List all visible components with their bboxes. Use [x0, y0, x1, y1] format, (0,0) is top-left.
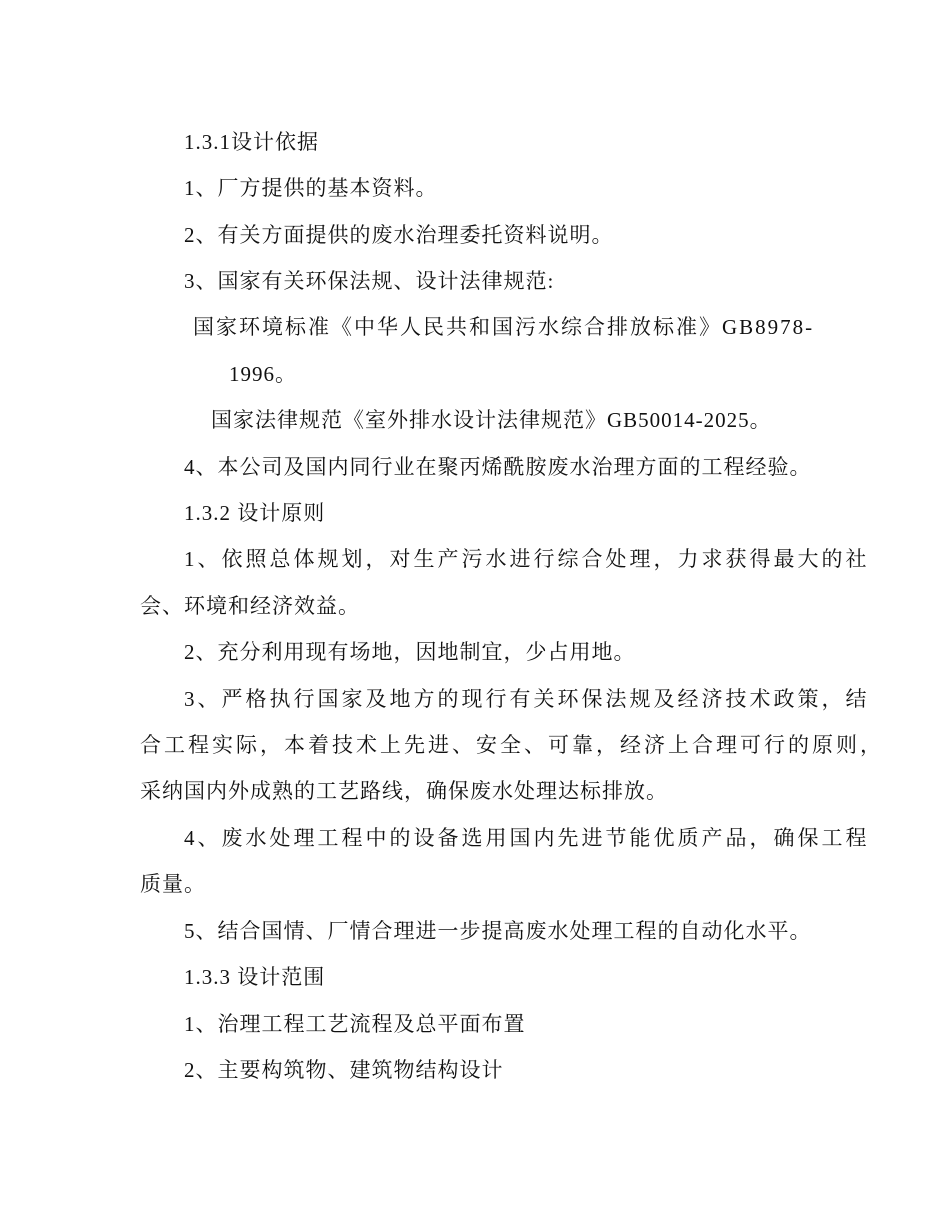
paragraph-line: 4、废水处理工程中的设备选用国内先进节能优质产品，确保工程 — [184, 826, 870, 850]
paragraph-line: 1、依照总体规划，对生产污水进行综合处理，力求获得最大的社 — [184, 547, 870, 571]
list-item: 4、本公司及国内同行业在聚丙烯酰胺废水治理方面的工程经验。 — [184, 455, 812, 479]
section-heading-design-scope: 1.3.3 设计范围 — [184, 965, 326, 989]
list-item: 1、治理工程工艺流程及总平面布置 — [184, 1012, 526, 1036]
standard-reference: 国家环境标准《中华人民共和国污水综合排放标准》GB8978- — [193, 315, 815, 339]
standard-reference: 国家法律规范《室外排水设计法律规范》GB50014-2025。 — [211, 408, 772, 432]
list-item: 3、国家有关环保法规、设计法律规范: — [184, 269, 555, 293]
list-item: 1、厂方提供的基本资料。 — [184, 176, 438, 200]
list-item: 2、主要构筑物、建筑物结构设计 — [184, 1058, 504, 1082]
standard-reference-continued: 1996。 — [229, 362, 297, 386]
paragraph-line: 会、环境和经济效益。 — [140, 594, 360, 618]
section-heading-design-principles: 1.3.2 设计原则 — [184, 501, 326, 525]
paragraph-line: 2、充分利用现有场地，因地制宜，少占用地。 — [184, 640, 636, 664]
list-item: 2、有关方面提供的废水治理委托资料说明。 — [184, 223, 614, 247]
paragraph-line: 质量。 — [140, 872, 206, 896]
paragraph-line: 5、结合国情、厂情合理进一步提高废水处理工程的自动化水平。 — [184, 919, 812, 943]
section-heading-design-basis: 1.3.1设计依据 — [184, 130, 319, 154]
paragraph-line: 采纳国内外成熟的工艺路线，确保废水处理达标排放。 — [140, 779, 668, 803]
paragraph-line: 合工程实际，本着技术上先进、安全、可靠，经济上合理可行的原则， — [140, 733, 884, 757]
paragraph-line: 3、严格执行国家及地方的现行有关环保法规及经济技术政策，结 — [184, 687, 870, 711]
